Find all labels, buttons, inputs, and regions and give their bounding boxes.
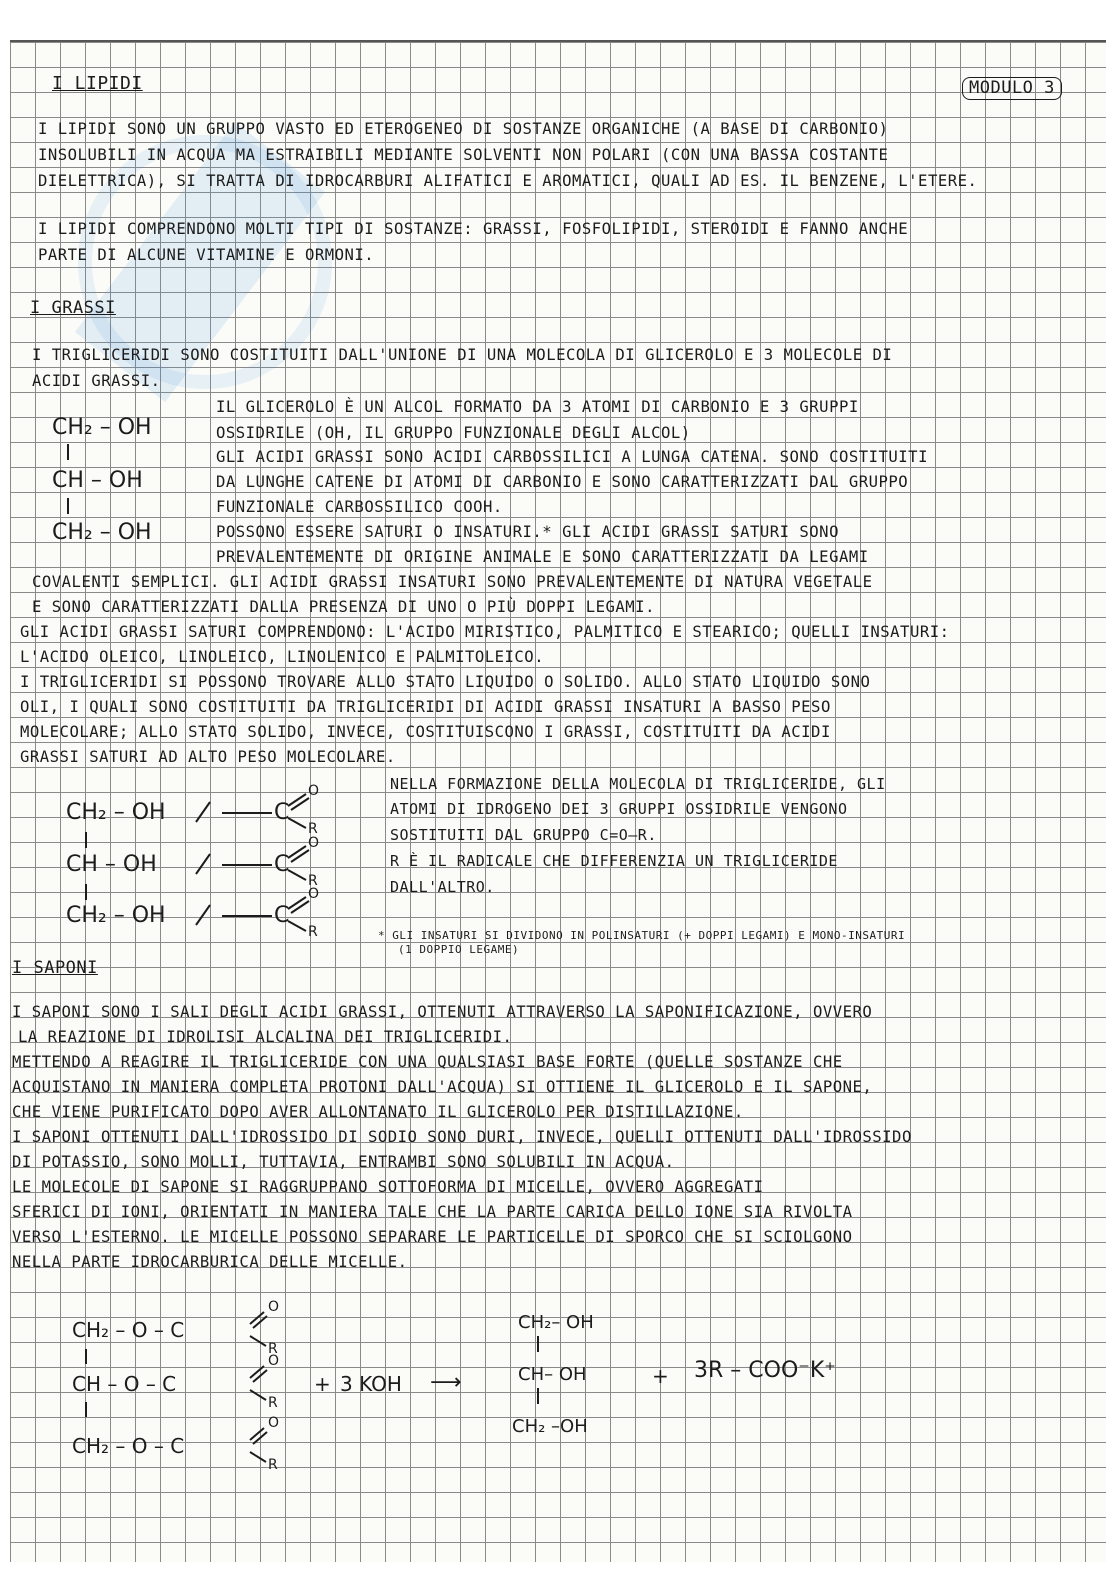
acyl-carbon-2: C [274, 852, 290, 877]
reaction-oxygen-3: O [268, 1415, 280, 1431]
acyl-carbon-3: C [274, 903, 290, 928]
reaction-radical-2: R [268, 1395, 278, 1411]
footnote-line-2: (1 DOPPIO LEGAME) [398, 943, 520, 956]
intro-line-3: DIELETTRICA), SI TRATTA DI IDROCARBURI ALIFATICI E AROMATICI, QUALI AD ES. IL BENZENE, L'ETERE. [38, 172, 978, 190]
glycerol-text-line-2: OSSIDRILE (OH, IL GRUPPO FUNZIONALE DEGLI ALCOL) [216, 424, 691, 442]
acyl-radical-3: R [308, 924, 318, 940]
grassi-intro-line-2: ACIDI GRASSI. [32, 372, 161, 390]
grassi-body-line-4: L'ACIDO OLEICO, LINOLEICO, LINOLENICO E PALMITOLEICO. [20, 648, 545, 666]
triglyceride-row-1: CH₂ – OH [66, 800, 166, 825]
module-label: MODULO 3 [962, 77, 1062, 100]
formation-line-1: NELLA FORMAZIONE DELLA MOLECOLA DI TRIGLICERIDE, GLI [390, 775, 886, 793]
triglyceride-row-3: CH₂ – OH [66, 903, 166, 928]
formation-line-3: SOSTITUITI DAL GRUPPO C=O–R. [390, 826, 657, 844]
reaction-triglyceride-row-1: CH₂ – O – C [72, 1318, 185, 1342]
glycerol-row-2: CH – OH [52, 468, 143, 493]
acyl-radical-1: R [308, 821, 318, 837]
acyl-radical-2: R [308, 873, 318, 889]
grassi-intro-line-1: I TRIGLICERIDI SONO COSTITUITI DALL'UNIONE DI UNA MOLECOLA DI GLICEROLO E 3 MOLECOLE DI [32, 346, 893, 364]
product-glycerol-row-2: CH– OH [518, 1364, 587, 1385]
reaction-triglyceride-row-3: CH₂ – O – C [72, 1434, 185, 1458]
saponi-line-5: CHE VIENE PURIFICATO DOPO AVER ALLONTANATO IL GLICEROLO PER DISTILLAZIONE. [12, 1103, 744, 1121]
saponi-line-6: I SAPONI OTTENUTI DALL'IDROSSIDO DI SODIO SONO DURI, INVECE, QUELLI OTTENUTI DALL'IDROSSIDO [12, 1128, 912, 1146]
glycerol-text-line-1: IL GLICEROLO È UN ALCOL FORMATO DA 3 ATOMI DI CARBONIO E 3 GRUPPI [216, 398, 859, 416]
fatty-acid-line-4: POSSONO ESSERE SATURI O INSATURI.* GLI ACIDI GRASSI SATURI SONO [216, 523, 839, 541]
fatty-acid-line-2: DA LUNGHE CATENE DI ATOMI DI CARBONIO E SONO CARATTERIZZATI DAL GRUPPO [216, 473, 909, 491]
acyl-oxygen-2: O [308, 835, 320, 851]
reaction-radical-1: R [268, 1341, 278, 1357]
section-heading-grassi: I GRASSI [30, 298, 116, 318]
fatty-acid-line-1: GLI ACIDI GRASSI SONO ACIDI CARBOSSILICI A LUNGA CATENA. SONO COSTITUITI [216, 448, 928, 466]
intro-line-2: INSOLUBILI IN ACQUA MA ESTRAIBILI MEDIANTE SOLVENTI NON POLARI (CON UNA BASSA COSTANTE [38, 146, 889, 164]
intro-line-1: I LIPIDI SONO UN GRUPPO VASTO ED ETEROGENEO DI SOSTANZE ORGANICHE (A BASE DI CARBONIO) [38, 120, 889, 138]
reaction-plus-2: + [652, 1364, 669, 1388]
reaction-arrow: ⟶ [430, 1370, 462, 1395]
formation-line-2: ATOMI DI IDROGENO DEI 3 GRUPPI OSSIDRILE VENGONO [390, 800, 848, 818]
section-heading-saponi: I SAPONI [12, 958, 98, 978]
footnote-line-1: * GLI INSATURI SI DIVIDONO IN POLINSATURI (+ DOPPI LEGAMI) E MONO-INSATURI [378, 929, 906, 942]
acyl-oxygen-1: O [308, 783, 320, 799]
grassi-body-line-8: GRASSI SATURI AD ALTO PESO MOLECOLARE. [20, 748, 396, 766]
triglyceride-row-2: CH – OH [66, 852, 157, 877]
grassi-body-line-7: MOLECOLARE; ALLO STATO SOLIDO, INVECE, COSTITUISCONO I GRASSI, COSTITUITI DA ACIDI [20, 723, 831, 741]
reaction-radical-3: R [268, 1457, 278, 1473]
reaction-oxygen-2: O [268, 1353, 280, 1369]
glycerol-row-3: CH₂ – OH [52, 520, 152, 545]
acyl-carbon-1: C [274, 800, 290, 825]
saponi-line-4: ACQUISTANO IN MANIERA COMPLETA PROTONI DALL'ACQUA) SI OTTIENE IL GLICEROLO E IL SAPONE, [12, 1078, 873, 1096]
acyl-oxygen-3: O [308, 886, 320, 902]
reaction-oxygen-1: O [268, 1299, 280, 1315]
grassi-body-line-5: I TRIGLICERIDI SI POSSONO TROVARE ALLO STATO LIQUIDO O SOLIDO. ALLO STATO LIQUIDO SONO [20, 673, 871, 691]
composition-line-1: I LIPIDI COMPRENDONO MOLTI TIPI DI SOSTANZE: GRASSI, FOSFOLIPIDI, STEROIDI E FANNO ANCHE [38, 220, 909, 238]
saponi-line-10: VERSO L'ESTERNO. LE MICELLE POSSONO SEPARARE LE PARTICELLE DI SPORCO CHE SI SCIOLGONO [12, 1228, 853, 1246]
reaction-triglyceride-row-2: CH – O – C [72, 1372, 177, 1396]
saponi-line-3: METTENDO A REAGIRE IL TRIGLICERIDE CON UNA QUALSIASI BASE FORTE (QUELLE SOSTANZE CHE [12, 1053, 843, 1071]
grassi-body-line-6: OLI, I QUALI SONO COSTITUITI DA TRIGLICERIDI DI ACIDI GRASSI INSATURI A BASSO PESO [20, 698, 831, 716]
page-title: I LIPIDI [52, 73, 143, 94]
saponi-line-11: NELLA PARTE IDROCARBURICA DELLE MICELLE. [12, 1253, 408, 1271]
notebook-page [10, 40, 1106, 1562]
saponi-line-7: DI POTASSIO, SONO MOLLI, TUTTAVIA, ENTRAMBI SONO SOLUBILI IN ACQUA. [12, 1153, 675, 1171]
product-glycerol-row-3: CH₂ –OH [512, 1416, 588, 1437]
reaction-plus-1: + [314, 1372, 331, 1396]
product-glycerol-row-1: CH₂– OH [518, 1312, 594, 1333]
grassi-body-line-2: E SONO CARATTERIZZATI DALLA PRESENZA DI UNO O PIÙ DOPPI LEGAMI. [32, 598, 655, 616]
saponi-line-9: SFERICI DI IONI, ORIENTATI IN MANIERA TALE CHE LA PARTE CARICA DELLO IONE SIA RIVOLTA [12, 1203, 853, 1221]
reaction-soap-product: 3R – COO⁻K⁺ [694, 1358, 836, 1383]
saponi-line-2: LA REAZIONE DI IDROLISI ALCALINA DEI TRIGLICERIDI. [18, 1028, 513, 1046]
grassi-body-line-1: COVALENTI SEMPLICI. GLI ACIDI GRASSI INSATURI SONO PREVALENTEMENTE DI NATURA VEGETALE [32, 573, 873, 591]
saponi-line-1: I SAPONI SONO I SALI DEGLI ACIDI GRASSI, OTTENUTI ATTRAVERSO LA SAPONIFICAZIONE, OVVERO [12, 1003, 873, 1021]
composition-line-2: PARTE DI ALCUNE VITAMINE E ORMONI. [38, 246, 375, 264]
formation-line-4: R È IL RADICALE CHE DIFFERENZIA UN TRIGLICERIDE [390, 852, 838, 870]
saponi-line-8: LE MOLECOLE DI SAPONE SI RAGGRUPPANO SOTTOFORMA DI MICELLE, OVVERO AGGREGATI [12, 1178, 764, 1196]
reaction-reagent: 3 KOH [340, 1372, 402, 1396]
grassi-body-line-3: GLI ACIDI GRASSI SATURI COMPRENDONO: L'ACIDO MIRISTICO, PALMITICO E STEARICO; QUELLI INSATURI: [20, 623, 950, 641]
formation-line-5: DALL'ALTRO. [390, 878, 495, 896]
fatty-acid-line-3: FUNZIONALE CARBOSSILICO COOH. [216, 498, 503, 516]
fatty-acid-line-5: PREVALENTEMENTE DI ORIGINE ANIMALE E SONO CARATTERIZZATI DA LEGAMI [216, 548, 869, 566]
glycerol-row-1: CH₂ – OH [52, 415, 152, 440]
